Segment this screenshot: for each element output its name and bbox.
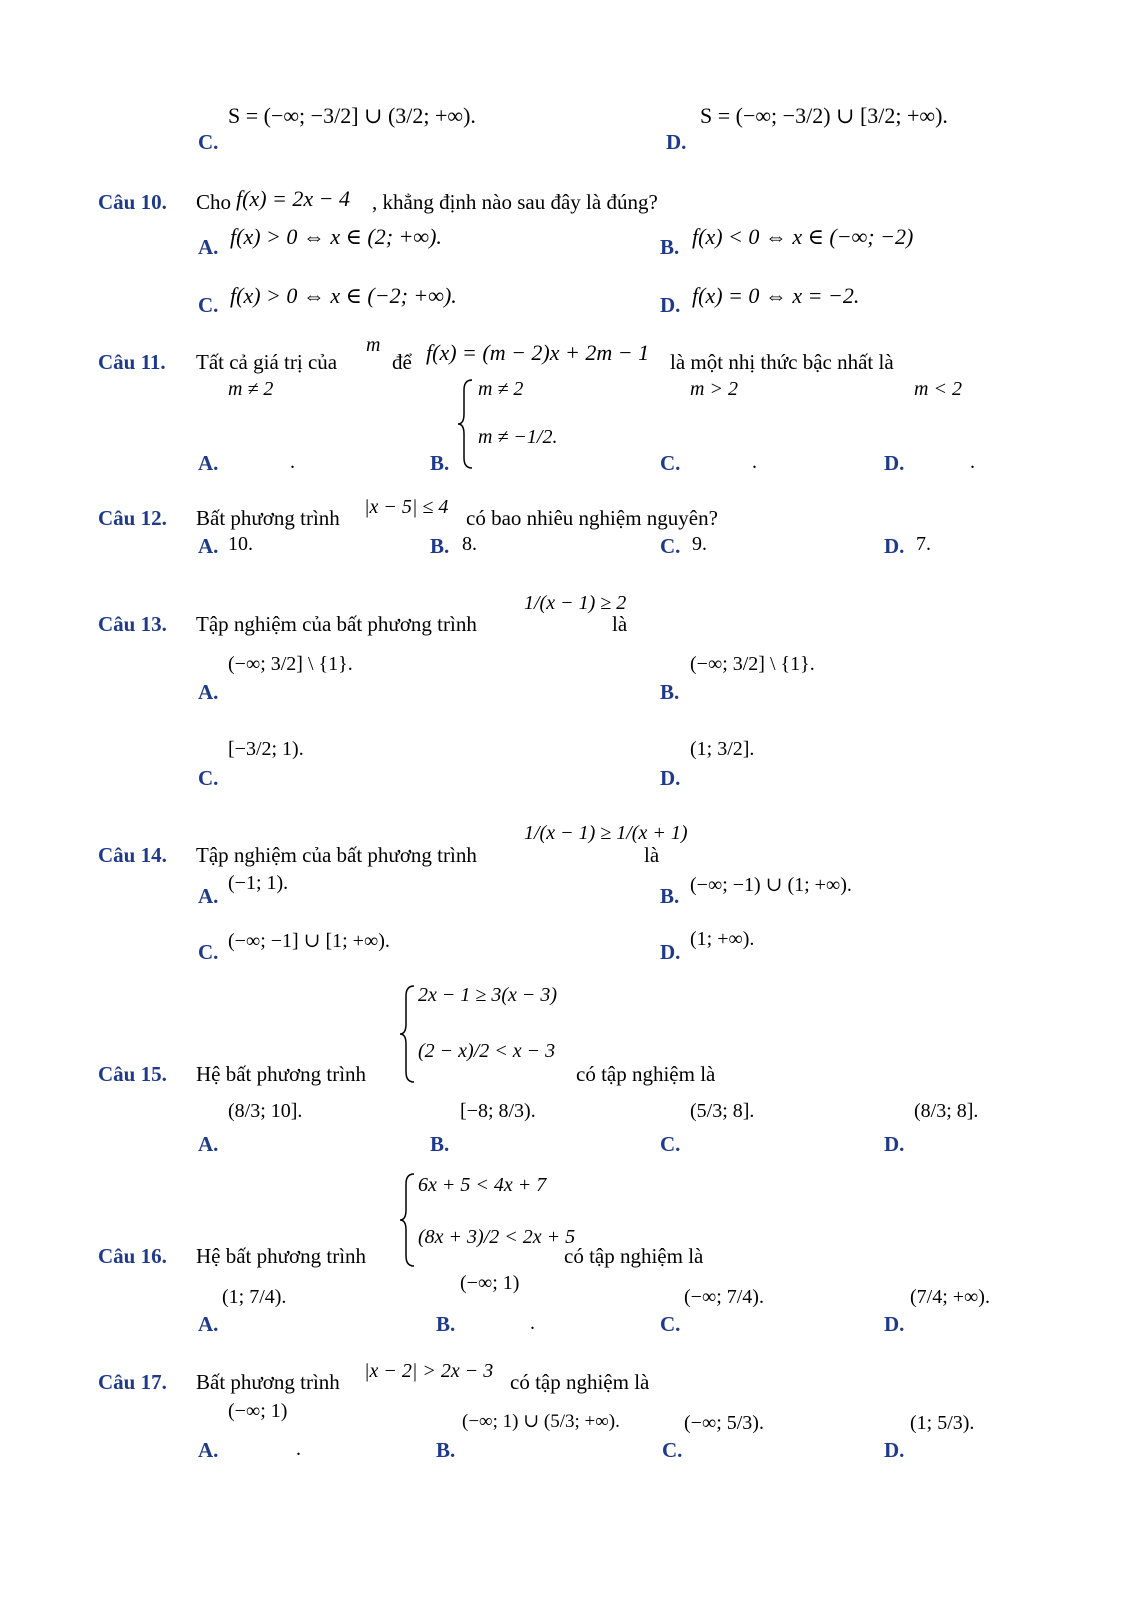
q10-stem-math: f(x) = 2x − 4 [236,186,350,211]
q11-option-b-label: B. [430,451,450,475]
q15-option-d-label: D. [884,1132,905,1156]
q11-stem-a: Tất cả giá trị của [196,350,338,374]
q15-option-a: (8/3; 10]. [228,1100,303,1122]
q10-option-a-label: A. [198,235,219,259]
q11-stem-m: m [366,334,381,356]
q16-option-d-label: D. [884,1312,905,1336]
q14-stem-a: Tập nghiệm của bất phương trình [196,843,477,867]
q13-stem-b: là [612,612,628,636]
q15-option-a-label: A. [198,1132,219,1156]
q15-system-line2: (2 − x)/2 < x − 3 [418,1040,556,1062]
q13-option-d-label: D. [660,766,681,790]
q10-option-b: f(x) < 0 ⇔ x ∈ (−∞; −2) [692,224,914,249]
q12-option-b: 8. [462,533,477,555]
q17-stem-a: Bất phương trình [196,1370,340,1394]
q14-stem-b: là [644,843,660,867]
q13-option-b: (−∞; 3/2] \ {1}. [690,653,815,675]
q11-option-c-label: C. [660,451,681,475]
q16-option-d: (7/4; +∞). [910,1286,990,1308]
q12-stem-b: có bao nhiêu nghiệm nguyên? [466,506,718,530]
q16-stem-b: có tập nghiệm là [564,1244,704,1268]
q14-option-c-label: C. [198,940,219,964]
q13-stem-math: 1/(x − 1) ≥ 2 [524,592,627,614]
q12-option-a-label: A. [198,534,219,558]
q15-option-d: (8/3; 8]. [914,1100,979,1122]
q12-option-c: 9. [692,533,707,555]
q17-option-b-label: B. [436,1438,456,1462]
q13-option-d: (1; 3/2]. [690,738,755,760]
q12-option-d-label: D. [884,534,905,558]
q12-stem-math: |x − 5| ≤ 4 [364,496,449,518]
q17-option-b: (−∞; 1) ∪ (5/3; +∞). [462,1411,620,1432]
q16-system-line1: 6x + 5 < 4x + 7 [418,1174,547,1196]
q15-option-c-label: C. [660,1132,681,1156]
q12-option-c-label: C. [660,534,681,558]
q11-stem-math: f(x) = (m − 2)x + 2m − 1 [426,340,650,365]
q15-stem-a: Hệ bất phương trình [196,1062,367,1086]
q11-option-d-dot: . [970,451,975,473]
q11-option-c-dot: . [752,451,757,473]
q11-option-a: m ≠ 2 [228,378,274,400]
q11-option-b-line2: m ≠ −1/2. [478,426,558,448]
q11-option-a-label: A. [198,451,219,475]
q14-option-d: (1; +∞). [690,928,755,950]
q12-option-b-label: B. [430,534,450,558]
q17-option-a-label: A. [198,1438,219,1462]
q9-option-c-label: C. [198,130,219,154]
q11-option-b-line1: m ≠ 2 [478,378,524,400]
q16-option-a: (1; 7/4). [222,1286,287,1308]
q12-option-a: 10. [228,533,253,555]
q15-option-b-label: B. [430,1132,450,1156]
q11-stem-c: là một nhị thức bậc nhất là [670,350,894,374]
q10-option-d-label: D. [660,293,681,317]
q11-option-b-brace [456,378,476,470]
q15-option-c: (5/3; 8]. [690,1100,755,1122]
q16-system-brace [398,1172,418,1268]
q16-stem-a: Hệ bất phương trình [196,1244,367,1268]
q14-option-d-label: D. [660,940,681,964]
q10-option-c-label: C. [198,293,219,317]
q15-stem-b: có tập nghiệm là [576,1062,716,1086]
q9-option-d-label: D. [666,130,687,154]
q11-option-d: m < 2 [914,378,962,400]
q17-option-c: (−∞; 5/3). [684,1412,764,1434]
q10-stem-a: Cho [196,190,232,214]
q17-stem-math: |x − 2| > 2x − 3 [364,1360,494,1382]
q17-option-a: (−∞; 1) [228,1400,288,1422]
q14-option-a: (−1; 1). [228,872,289,894]
q14-option-c: (−∞; −1] ∪ [1; +∞). [228,930,390,952]
q14-option-b-label: B. [660,884,680,908]
q13-option-c-label: C. [198,766,219,790]
q17-number: Câu 17. [98,1370,167,1394]
q10-number: Câu 10. [98,190,167,214]
q17-option-d: (1; 5/3). [910,1412,975,1434]
q10-option-d: f(x) = 0 ⇔ x = −2. [692,283,860,308]
q17-option-a-dot: . [296,1438,301,1460]
q16-option-b: (−∞; 1) [460,1272,520,1294]
q14-option-b: (−∞; −1) ∪ (1; +∞). [690,874,852,896]
q14-number: Câu 14. [98,843,167,867]
q15-system-brace [398,984,418,1084]
q13-option-a-label: A. [198,680,219,704]
q10-option-c: f(x) > 0 ⇔ x ∈ (−2; +∞). [230,283,457,308]
q13-number: Câu 13. [98,612,167,636]
q10-stem-b: , khẳng định nào sau đây là đúng? [372,190,658,214]
q16-option-b-dot: . [530,1312,535,1334]
q13-stem-a: Tập nghiệm của bất phương trình [196,612,477,636]
q16-option-c: (−∞; 7/4). [684,1286,764,1308]
q16-number: Câu 16. [98,1244,167,1268]
q11-option-d-label: D. [884,451,905,475]
q14-stem-math: 1/(x − 1) ≥ 1/(x + 1) [524,822,688,844]
q15-number: Câu 15. [98,1062,167,1086]
q11-stem-b: để [392,350,412,374]
q9-option-d: S = (−∞; −3/2) ∪ [3/2; +∞). [700,103,948,128]
q10-option-a: f(x) > 0 ⇔ x ∈ (2; +∞). [230,224,442,249]
q11-option-a-dot: . [290,451,295,473]
q16-option-c-label: C. [660,1312,681,1336]
q12-number: Câu 12. [98,506,167,530]
q15-option-b: [−8; 8/3). [460,1100,536,1122]
q9-option-c: S = (−∞; −3/2] ∪ (3/2; +∞). [228,103,476,128]
q17-option-d-label: D. [884,1438,905,1462]
q11-option-c: m > 2 [690,378,738,400]
q13-option-c: [−3/2; 1). [228,738,304,760]
q15-system-line1: 2x − 1 ≥ 3(x − 3) [418,984,558,1006]
q13-option-a: (−∞; 3/2] \ {1}. [228,653,353,675]
q13-option-b-label: B. [660,680,680,704]
q17-option-c-label: C. [662,1438,683,1462]
q16-option-b-label: B. [436,1312,456,1336]
q12-option-d: 7. [916,533,931,555]
q16-system-line2: (8x + 3)/2 < 2x + 5 [418,1226,576,1248]
q14-option-a-label: A. [198,884,219,908]
q17-stem-b: có tập nghiệm là [510,1370,650,1394]
q10-option-b-label: B. [660,235,680,259]
q12-stem-a: Bất phương trình [196,506,340,530]
q11-number: Câu 11. [98,350,166,374]
q16-option-a-label: A. [198,1312,219,1336]
